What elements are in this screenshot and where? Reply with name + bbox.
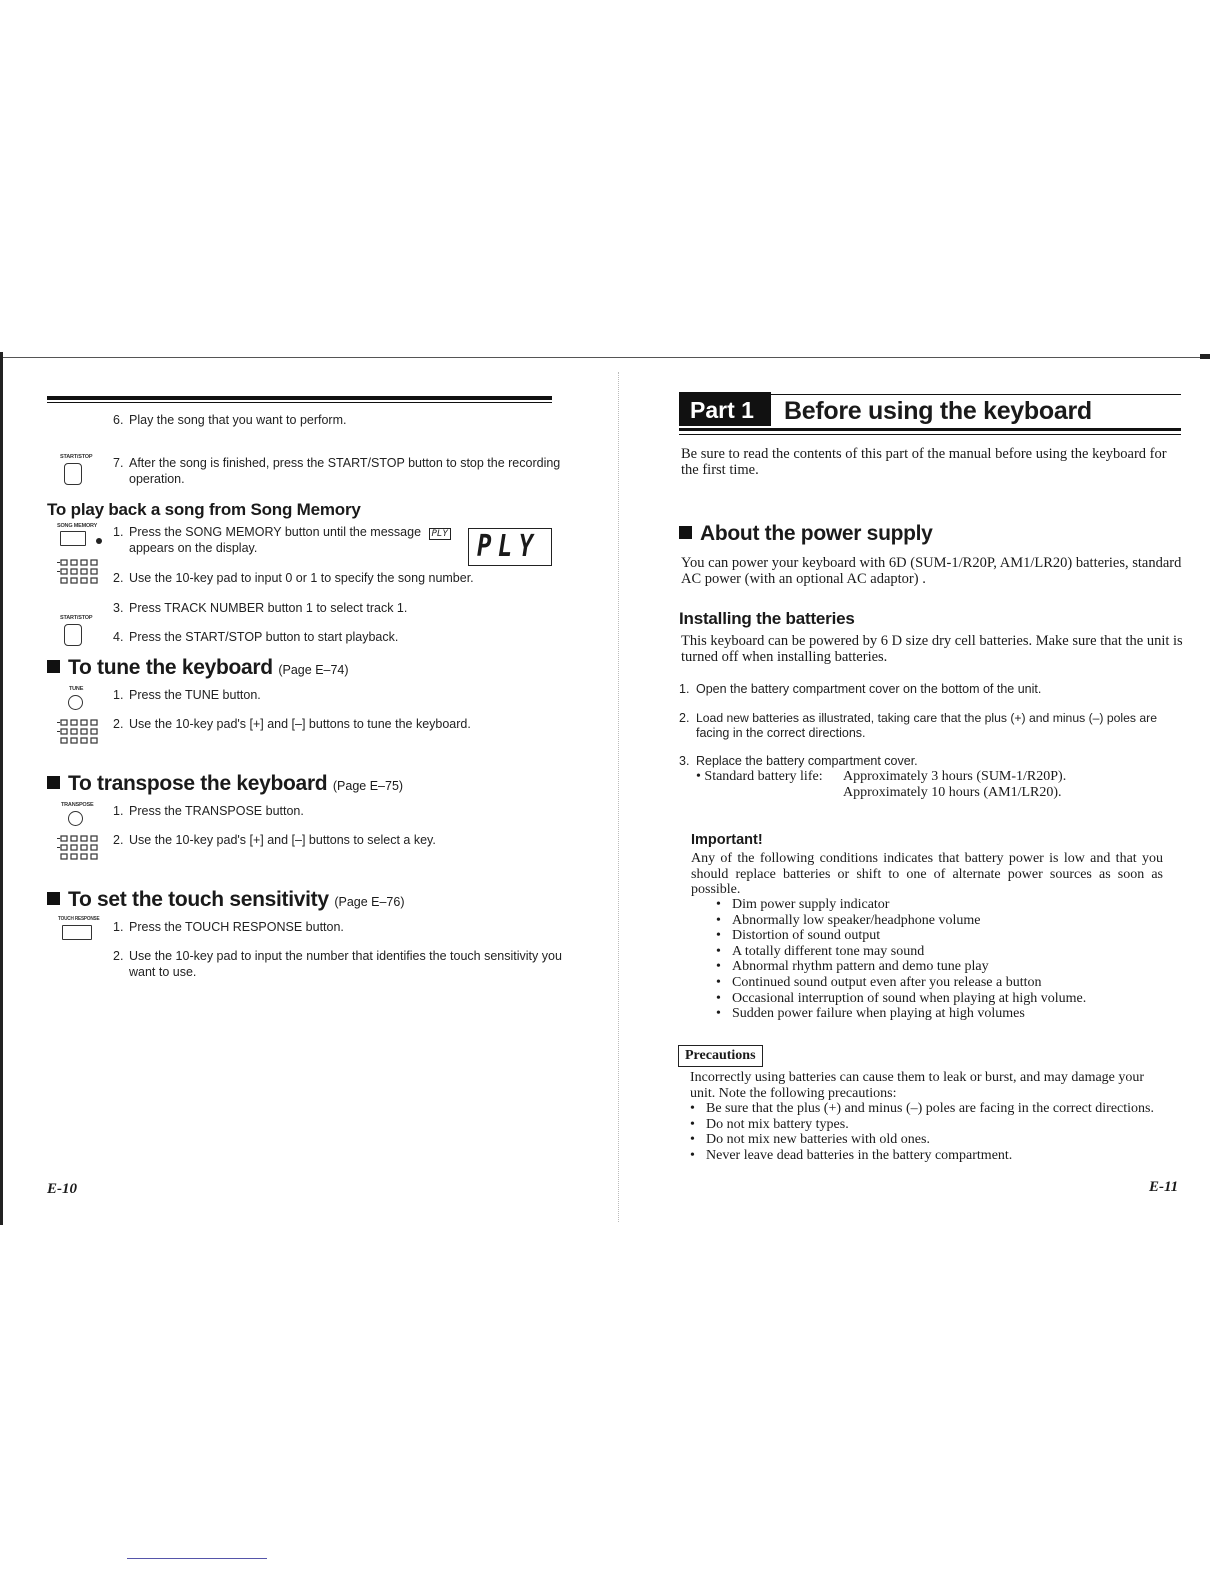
- lcd-text: PLY: [477, 529, 540, 564]
- step-text: Press the START/STOP button to start playback.: [129, 630, 399, 644]
- title-rule-thin: [679, 434, 1181, 435]
- list-item: • Sudden power failure when playing at high volumes: [716, 1006, 1156, 1022]
- transpose-heading: [47, 772, 403, 796]
- touch-response-button-icon: [62, 925, 92, 940]
- scan-underline: [127, 1558, 267, 1559]
- intro-paragraph: Be sure to read the contents of this part of the manual before using the keyboard for the first time.: [681, 446, 1167, 478]
- part-title: Before using the keyboard: [784, 397, 1092, 425]
- list-item: • Never leave dead batteries in the battery compartment.: [690, 1148, 1180, 1164]
- list-item: • Do not mix new batteries with old ones.: [690, 1132, 1180, 1148]
- ten-key-pad-icon: [57, 558, 97, 584]
- power-paragraph: You can power your keyboard with 6D (SUM-1/R20P, AM1/LR20) batteries, standard AC power (with an optional AC adaptor) .: [681, 555, 1182, 587]
- step-number: 1.: [113, 804, 124, 818]
- list-item: • Occasional interruption of sound when playing at high volume.: [716, 991, 1156, 1007]
- step-number: 1.: [113, 688, 124, 702]
- list-item: • Be sure that the plus (+) and minus (–) poles are facing in the correct directions.: [690, 1101, 1180, 1117]
- step-number: 2.: [679, 711, 690, 725]
- step-number: 3.: [679, 754, 690, 768]
- precautions-list: [690, 1101, 1180, 1163]
- square-bullet-icon: [47, 776, 60, 789]
- step-number: 2.: [113, 949, 124, 963]
- step-text-line2: want to use.: [129, 965, 197, 979]
- transpose-title: To transpose the keyboard: [68, 772, 328, 795]
- transpose-label: TRANSPOSE: [61, 802, 94, 808]
- inline-lcd-message: PLY: [429, 528, 451, 540]
- step-text: Press the SONG MEMORY button until the message: [129, 525, 422, 539]
- step-text: Play the song that you want to perform.: [129, 413, 347, 427]
- step-number: 6.: [113, 413, 124, 427]
- start-stop-label: START/STOP: [60, 454, 93, 460]
- battery-life-label: • Standard battery life:: [696, 769, 823, 784]
- step-text: Use the 10-key pad's [+] and [–] buttons to select a key.: [129, 833, 436, 847]
- top-rule: [47, 396, 552, 400]
- song-memory-label: SONG MEMORY: [57, 523, 98, 529]
- list-item: • Abnormal rhythm pattern and demo tune play: [716, 959, 1156, 975]
- step-number: 2.: [113, 717, 124, 731]
- step-text-line1: After the song is finished, press the START/STOP button to stop the recording: [129, 456, 561, 470]
- step-number: 1.: [113, 920, 124, 934]
- step-number: 4.: [113, 630, 124, 644]
- step-text: Open the battery compartment cover on the bottom of the unit.: [696, 682, 1042, 696]
- page-reference: (Page E–74): [278, 663, 349, 677]
- page-gutter: [618, 372, 619, 1222]
- step-text: Press the TUNE button.: [129, 688, 261, 702]
- indicator-dot-icon: [96, 538, 102, 544]
- page-reference: (Page E–75): [332, 779, 404, 793]
- list-item: • Distortion of sound output: [716, 928, 1156, 944]
- top-rule-thin: [47, 402, 552, 403]
- touch-title: To set the touch sensitivity: [68, 888, 329, 911]
- precautions-paragraph: Incorrectly using batteries can cause them to leak or burst, and may damage your unit. Note the following precautions:: [690, 1070, 1145, 1101]
- part-label: Part 1: [690, 397, 754, 423]
- list-item: • Do not mix battery types.: [690, 1117, 1180, 1133]
- square-bullet-icon: [47, 660, 60, 673]
- battery-life-1: Approximately 3 hours (SUM-1/R20P).: [843, 769, 1067, 784]
- step-text-line2: appears on the display.: [129, 541, 258, 555]
- page-reference: (Page E–76): [334, 895, 405, 909]
- scan-mark: [1200, 354, 1210, 359]
- step-text-line1: Load new batteries as illustrated, taking care that the plus (+) and minus (–) poles are: [696, 711, 1158, 725]
- step-text-line2: operation.: [129, 472, 185, 486]
- scan-edge: [0, 352, 3, 1225]
- step-text-line2: facing in the correct directions.: [696, 726, 866, 740]
- install-paragraph: This keyboard can be powered by 6 D size dry cell batteries. Make sure that the unit is turned off when installing batteries.: [681, 633, 1183, 665]
- square-bullet-icon: [679, 526, 692, 539]
- precautions-label: Precautions: [678, 1045, 763, 1067]
- list-item: • Continued sound output even after you release a button: [716, 975, 1156, 991]
- square-bullet-icon: [47, 892, 60, 905]
- power-heading: [679, 522, 933, 546]
- ten-key-pad-icon: [57, 718, 97, 744]
- list-item: • Abnormally low speaker/headphone volume: [716, 913, 1156, 929]
- tune-label: TUNE: [69, 686, 84, 692]
- ten-key-pad-icon: [57, 834, 97, 860]
- tune-title: To tune the keyboard: [68, 656, 273, 679]
- lcd-display: [468, 528, 552, 566]
- playback-heading: To play back a song from Song Memory: [47, 500, 361, 519]
- step-number: 7.: [113, 456, 124, 470]
- step-text-line1: Use the 10-key pad to input the number that identifies the touch sensitivity you: [129, 949, 562, 963]
- transpose-button-icon: [68, 811, 83, 826]
- list-item: • A totally different tone may sound: [716, 944, 1156, 960]
- step-text: Press the TRANSPOSE button.: [129, 804, 304, 818]
- step-number: 3.: [113, 601, 124, 615]
- start-stop-label: START/STOP: [60, 615, 93, 621]
- page-number-left: E-10: [47, 1181, 77, 1197]
- step-text: Use the 10-key pad's [+] and [–] buttons to tune the keyboard.: [129, 717, 471, 731]
- step-number: 2.: [113, 571, 124, 585]
- tune-button-icon: [68, 695, 83, 710]
- touch-response-label: TOUCH RESPONSE: [58, 916, 100, 922]
- start-stop-button-icon: [64, 463, 82, 485]
- step-text: Use the 10-key pad to input 0 or 1 to specify the song number.: [129, 571, 474, 585]
- scan-line: [0, 357, 1210, 358]
- step-text: Press the TOUCH RESPONSE button.: [129, 920, 344, 934]
- important-paragraph: Any of the following conditions indicates that battery power is low and that you should replace batteries or shift to one of alternate power sources as soon as possible.: [691, 851, 1163, 898]
- step-number: 1.: [113, 525, 124, 539]
- battery-life-2: Approximately 10 hours (AM1/LR20).: [843, 785, 1062, 800]
- power-title: About the power supply: [700, 522, 933, 545]
- title-top-rule: [771, 394, 1181, 395]
- song-memory-button-icon: [60, 531, 86, 546]
- step-text: Press TRACK NUMBER button 1 to select track 1.: [129, 601, 408, 615]
- tune-heading: [47, 656, 349, 680]
- step-text-line1: [129, 524, 451, 540]
- page-number-right: E-11: [1149, 1179, 1179, 1195]
- step-number: 1.: [679, 682, 690, 696]
- title-rule: [679, 428, 1181, 431]
- important-heading: Important!: [691, 832, 763, 848]
- list-item: • Dim power supply indicator: [716, 897, 1156, 913]
- step-number: 2.: [113, 833, 124, 847]
- step-text: Replace the battery compartment cover.: [696, 754, 918, 768]
- install-heading: Installing the batteries: [679, 609, 855, 628]
- important-list: [716, 897, 1156, 1022]
- start-stop-button-icon: [64, 624, 82, 646]
- touch-heading: [47, 888, 405, 912]
